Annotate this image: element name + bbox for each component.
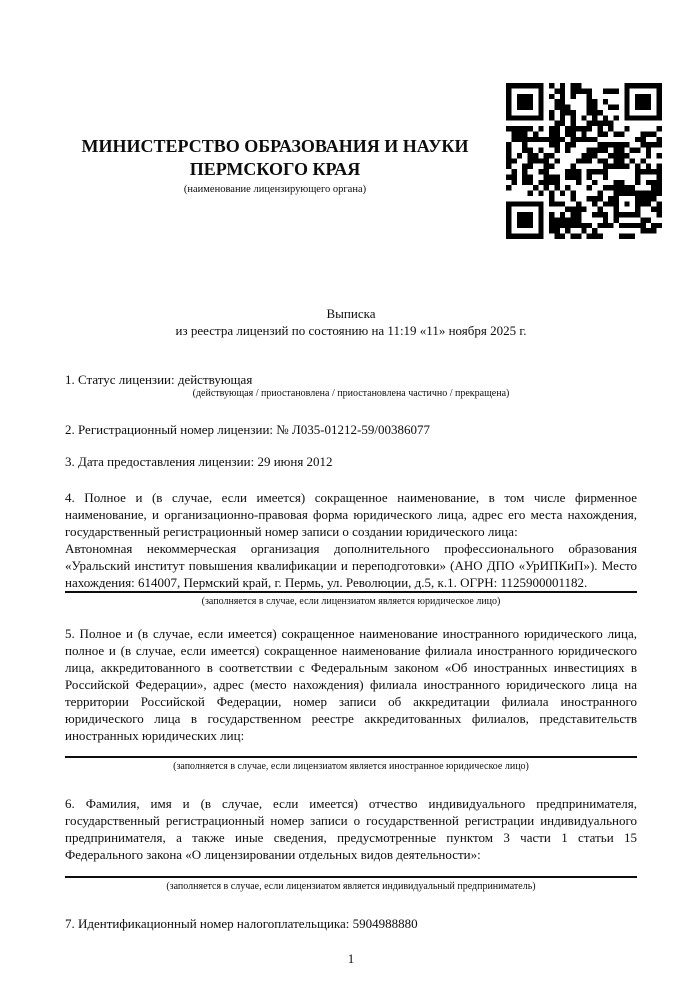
document-body	[65, 371, 637, 967]
document-title-line1: Выписка	[326, 306, 376, 321]
entrepreneur-underline	[65, 876, 637, 878]
field-legal-entity-value: Автономная некоммерческая организация дополнительного профессионального образования «Уральский институт повышения квалификации и переподготовки» (АНО ДПО «УрИПКиП»). Место нахождения: 614007, Пермский край, г. Пермь, ул. Революции, д.5, к.1. ОГРН: 1125900001182.	[65, 541, 637, 590]
legal-entity-underline	[65, 591, 637, 593]
legal-entity-hint: (заполняется в случае, если лицензиатом является юридическое лицо)	[201, 596, 501, 607]
license-status-hint: (действующая / приостановлена / приостановлена частично / прекращена)	[192, 388, 510, 399]
field-foreign-entity-prompt: 5. Полное и (в случае, если имеется) сокращенное наименование иностранного юридического лица, полное и (в случае, если имеется) сокращенное наименование филиала иностранного юридического лица, аккредитованного в соответствии с Федеральным законом «Об иностранных инвестициях в Российской Федерации», адрес (место нахождения) филиала иностранного юридического лица на территории Российской Федерации, номер записи об аккредитации филиала иностранного юридического лица в государственном реестре аккредитованных филиалов, представительств иностранных юридических лиц:	[65, 626, 637, 743]
ministry-name-line2: ПЕРМСКОГО КРАЯ	[189, 159, 361, 179]
licensing-authority-header	[65, 135, 485, 196]
field-entrepreneur-prompt: 6. Фамилия, имя и (в случае, если имеется) отчество индивидуального предпринимателя, государственный регистрационный номер записи о государственной регистрации индивидуального предпринимателя, а также иные сведения, предусмотренные пунктом 3 части 1 статьи 15 Федерального закона «О лицензировании отдельных видов деятельности»:	[65, 796, 637, 862]
field-legal-entity-prompt: 4. Полное и (в случае, если имеется) сокращенное наименование, в том числе фирменное наименование, и организационно-правовая форма юридического лица, адрес его места нахождения, государственный регистрационный номер записи о создании юридического лица:	[65, 490, 637, 539]
foreign-entity-hint: (заполняется в случае, если лицензиатом является иностранное юридическое лицо)	[173, 761, 529, 772]
ministry-name-caption: (наименование лицензирующего органа)	[183, 184, 367, 195]
entrepreneur-hint: (заполняется в случае, если лицензиатом является индивидуальный предприниматель)	[166, 881, 536, 892]
field-license-grant-date: 3. Дата предоставления лицензии: 29 июня 2012	[65, 454, 333, 469]
document-title-line2: из реестра лицензий по состоянию на 11:19 «11» ноября 2025 г.	[175, 323, 527, 338]
field-license-status: 1. Статус лицензии: действующая	[65, 372, 253, 387]
page-number: 1	[347, 951, 355, 966]
ministry-name-line1: МИНИСТЕРСТВО ОБРАЗОВАНИЯ И НАУКИ	[81, 136, 469, 156]
qr-code-icon	[506, 83, 662, 239]
foreign-entity-underline	[65, 756, 637, 758]
field-registration-number: 2. Регистрационный номер лицензии: № Л035-01212-59/00386077	[65, 422, 431, 437]
document-title	[65, 305, 637, 339]
field-taxpayer-number: 7. Идентификационный номер налогоплательщика: 5904988880	[65, 916, 418, 931]
